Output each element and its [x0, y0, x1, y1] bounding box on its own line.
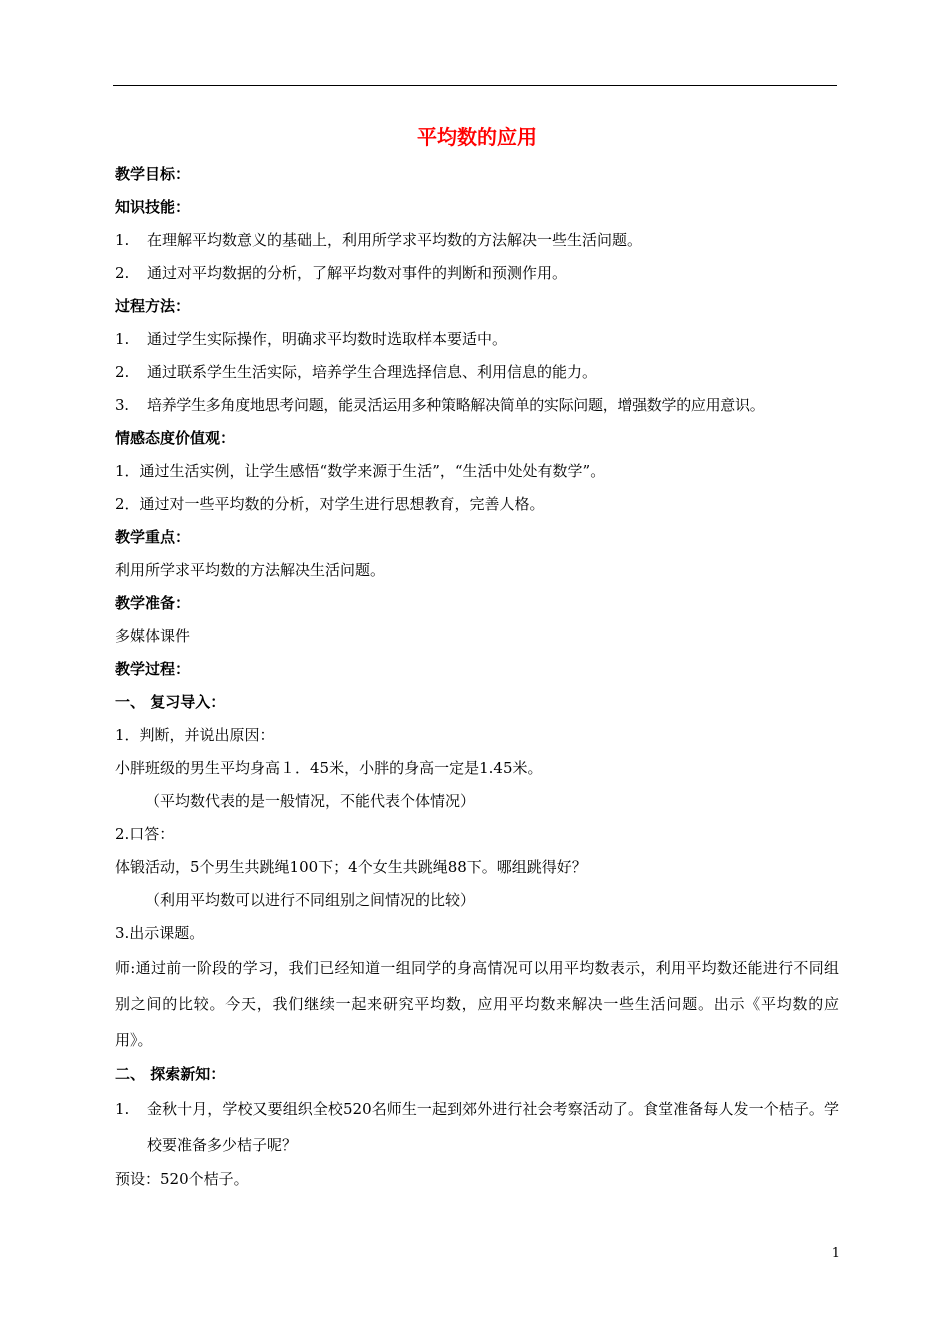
list-item-number: 1. — [115, 231, 130, 249]
answer-note: （利用平均数可以进行不同组别之间情况的比较） — [145, 891, 476, 909]
list-item-text: 在理解平均数意义的基础上，利用所学求平均数的方法解决一些生活问题。 — [147, 231, 643, 249]
part1-heading: 一、 复习导入： — [115, 693, 226, 711]
emotion-heading: 情感态度价值观： — [115, 429, 236, 447]
part2-heading: 二、 探索新知： — [115, 1065, 226, 1083]
list-item — [115, 257, 839, 290]
knowledge-heading: 知识技能： — [115, 198, 191, 216]
focus-text: 利用所学求平均数的方法解决生活问题。 — [115, 561, 386, 579]
paragraph: 2.口答： — [115, 825, 175, 843]
list-item — [115, 356, 839, 389]
list-item-text: 通过学生实际操作，明确求平均数时选取样本要适中。 — [147, 330, 508, 348]
list-item — [115, 1091, 839, 1163]
paragraph: 小胖班级的男生平均身高１．45米，小胖的身高一定是1.45米。 — [115, 759, 543, 777]
document-body — [115, 120, 839, 1196]
list-item — [115, 224, 839, 257]
prep-text: 多媒体课件 — [115, 627, 191, 645]
paragraph: 预设：520个桔子。 — [115, 1170, 249, 1188]
list-item — [115, 323, 839, 356]
header-rule — [113, 85, 837, 86]
goals-heading: 教学目标： — [115, 165, 191, 183]
answer-note: （平均数代表的是一般情况，不能代表个体情况） — [145, 792, 476, 810]
list-item — [115, 389, 839, 422]
list-item-text: 培养学生多角度地思考问题，能灵活运用多种策略解决简单的实际问题，增强数学的应用意识。 — [147, 396, 765, 414]
list-item-number: 2. — [115, 264, 130, 282]
teacher-paragraph: 师:通过前一阶段的学习，我们已经知道一组同学的身高情况可以用平均数表示，利用平均数还能进行不同组别之间的比较。今天，我们继续一起来研究平均数，应用平均数来解决一些生活问题。出示《平均数的应用》。 — [115, 959, 839, 1049]
process-heading: 过程方法： — [115, 297, 191, 315]
paragraph: 1．判断，并说出原因： — [115, 726, 275, 744]
procedure-heading: 教学过程： — [115, 660, 191, 678]
page-number: 1 — [831, 1246, 840, 1261]
list-item-text: 通过对平均数据的分析，了解平均数对事件的判断和预测作用。 — [147, 264, 568, 282]
list-item-number: 1. — [115, 330, 130, 348]
list-item-number: 3. — [115, 396, 129, 414]
list-item-text: 通过联系学生生活实际，培养学生合理选择信息、利用信息的能力。 — [147, 363, 598, 381]
prep-heading: 教学准备： — [115, 594, 191, 612]
list-item-number: 1. — [115, 1100, 130, 1118]
emotion-item: 1．通过生活实例，让学生感悟“数学来源于生活”，“生活中处处有数学”。 — [115, 462, 606, 480]
list-item-number: 2. — [115, 363, 130, 381]
emotion-item: 2．通过对一些平均数的分析，对学生进行思想教育，完善人格。 — [115, 495, 545, 513]
document-title: 平均数的应用 — [417, 125, 537, 149]
paragraph: 3.出示课题。 — [115, 924, 205, 942]
list-item-text: 金秋十月，学校又要组织全校520名师生一起到郊外进行社会考察活动了。食堂准备每人发一个桔子。学校要准备多少桔子呢？ — [147, 1100, 839, 1154]
paragraph: 体锻活动，5个男生共跳绳100下；4个女生共跳绳88下。哪组跳得好？ — [115, 858, 587, 876]
focus-heading: 教学重点： — [115, 528, 191, 546]
